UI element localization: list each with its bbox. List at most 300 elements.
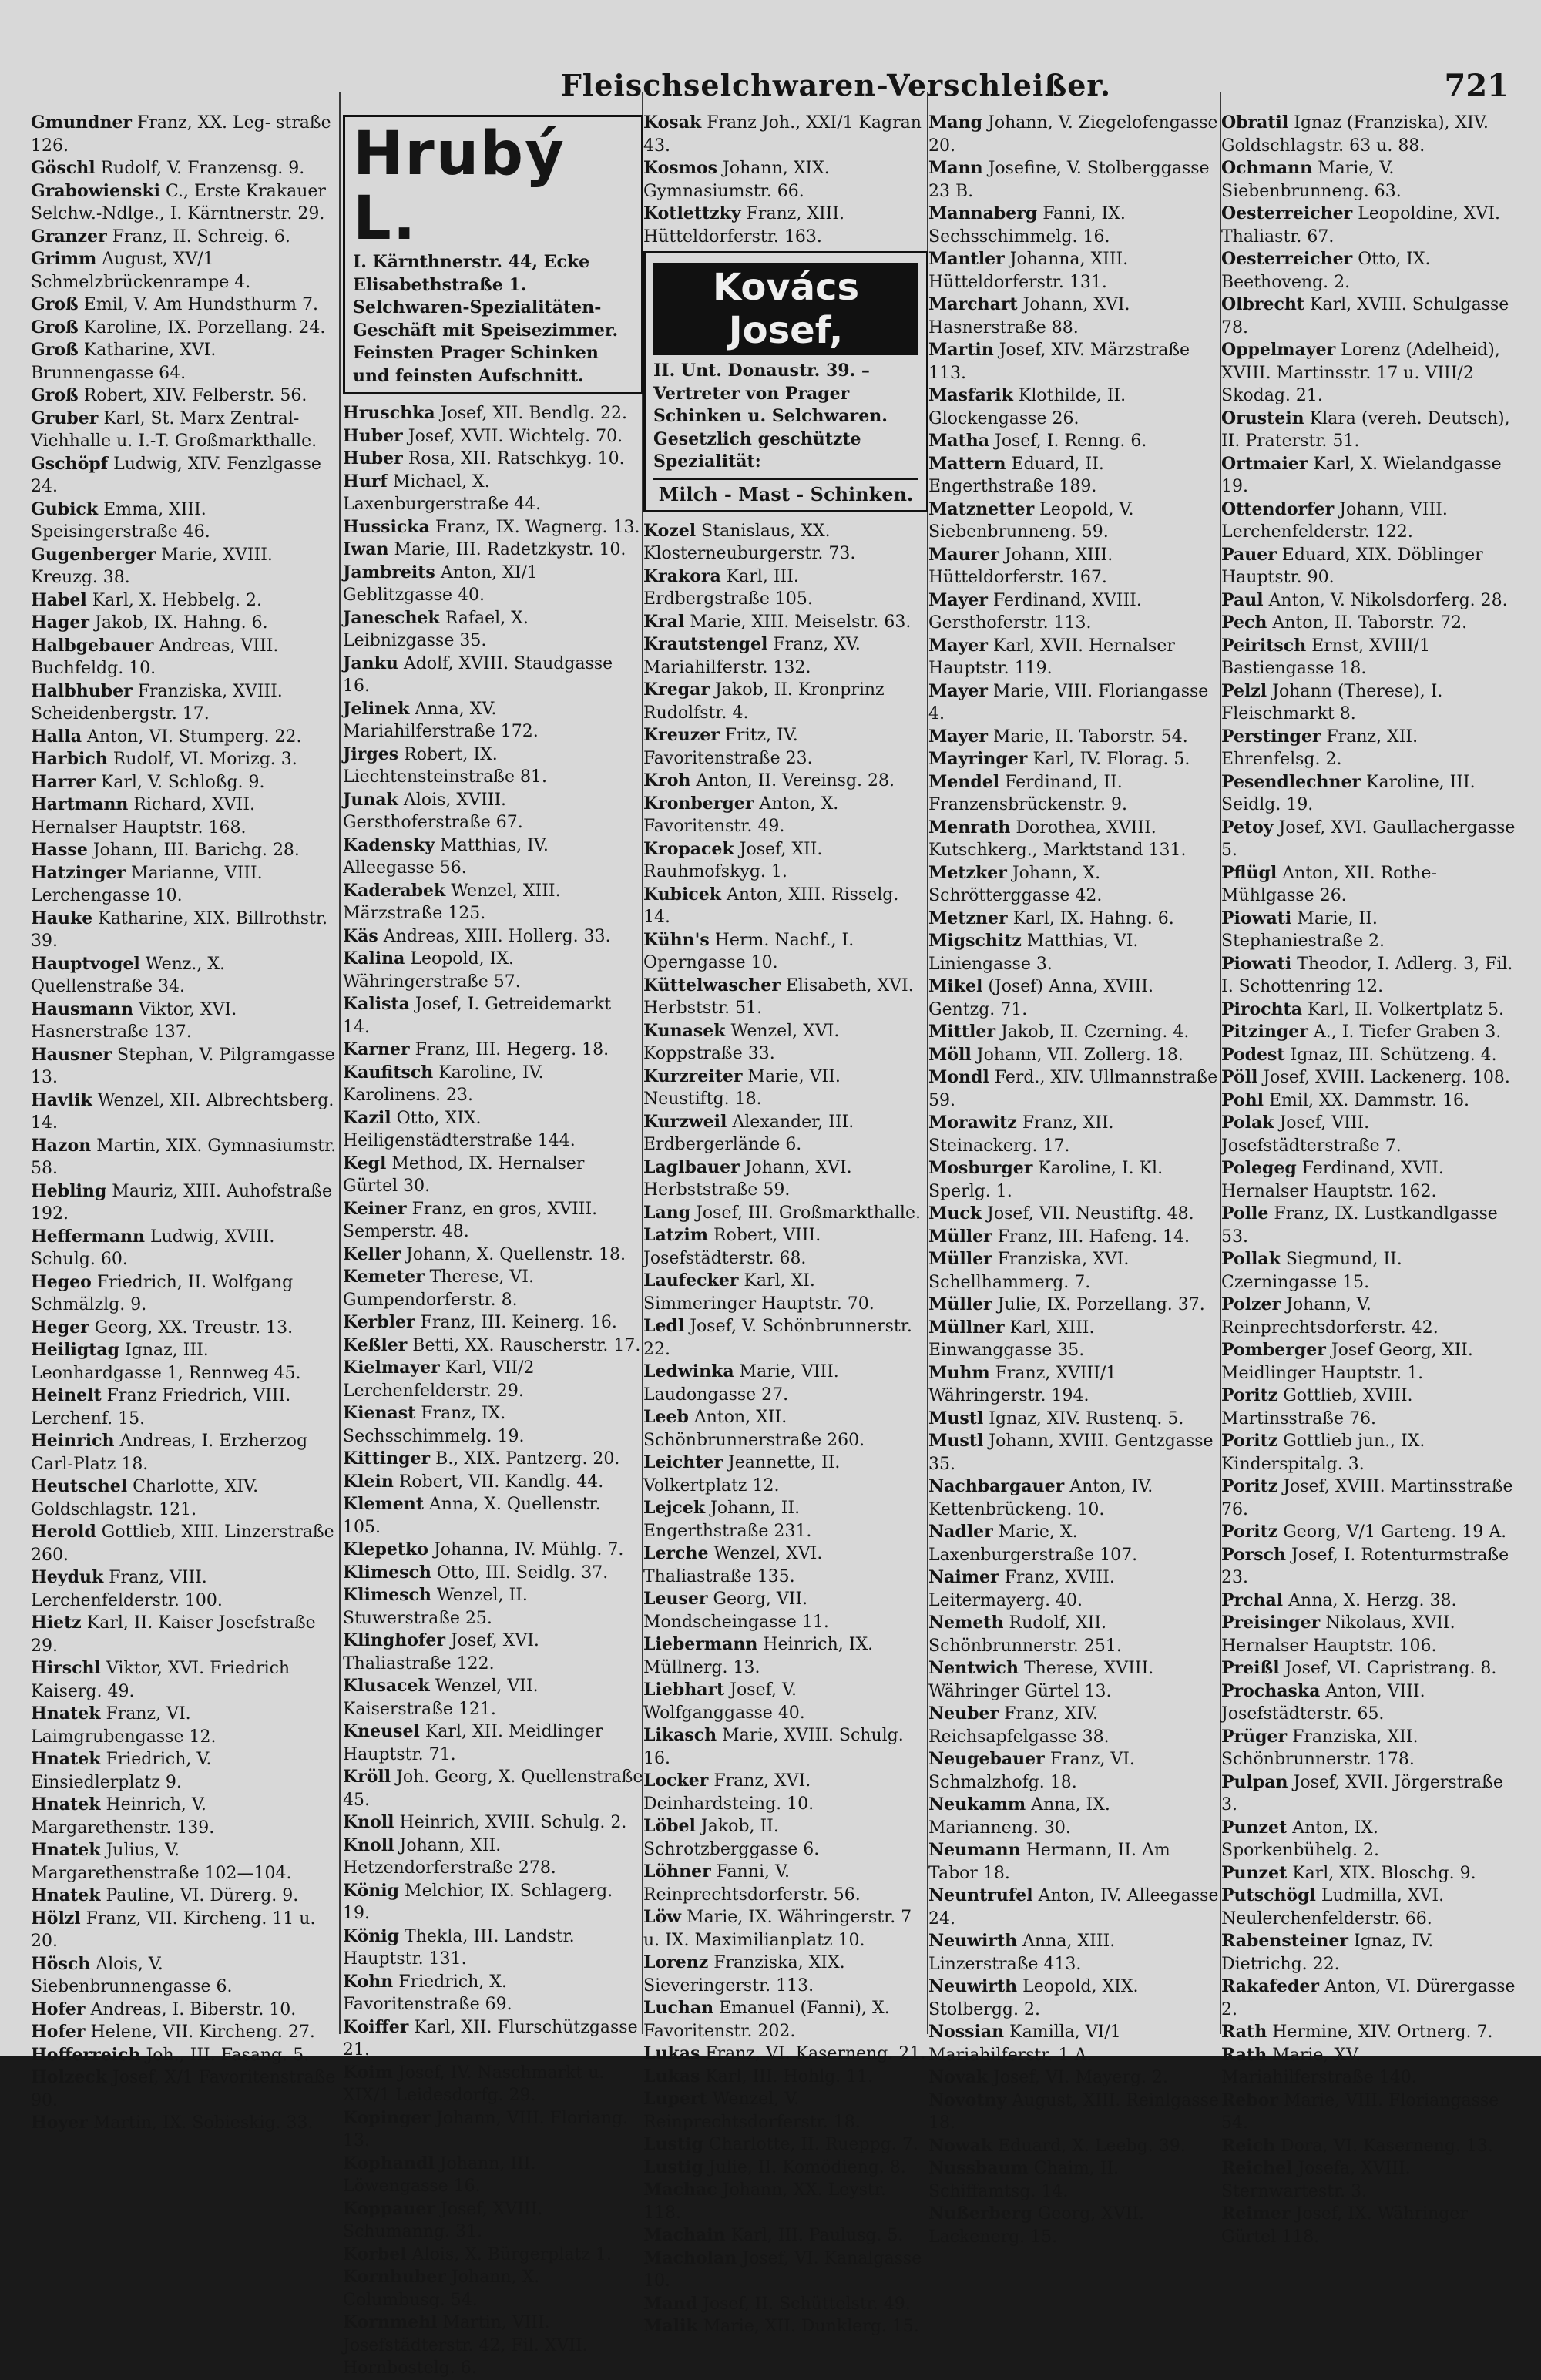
directory-entry xyxy=(1221,544,1518,589)
directory-entry xyxy=(643,520,928,566)
directory-entry xyxy=(928,2157,1221,2203)
entry-details: Anton, XII. Schönbrunnerstraße 260. xyxy=(643,1408,865,1450)
entry-name: Kornhuber xyxy=(343,2267,446,2287)
entry-name: Paul xyxy=(1221,589,1264,610)
entry-name: Nentwich xyxy=(928,1658,1019,1678)
entry-name: Matznetter xyxy=(928,498,1035,519)
entry-name: Halbgebauer xyxy=(31,635,154,656)
directory-entry xyxy=(31,589,339,613)
entry-details: Franz, IX. Sechsschimmelg. 19. xyxy=(343,1404,525,1446)
directory-entry xyxy=(643,1224,928,1270)
entry-name: Kittinger xyxy=(343,1448,431,1469)
directory-entry xyxy=(31,112,339,157)
entry-name: Lang xyxy=(643,1202,691,1223)
entry-details: Johann, XII. Hetzendorferstraße 278. xyxy=(343,1835,556,1878)
entry-details: Josefine, V. Stolberggasse 23 B. xyxy=(928,159,1210,201)
entry-details: Otto, IX. Beethoveng. 2. xyxy=(1221,250,1431,292)
entry-name: Kadensky xyxy=(343,834,435,855)
entry-name: Marchart xyxy=(928,294,1018,314)
entry-name: Kropacek xyxy=(643,838,734,859)
entry-details: Josef, XVI. Gaullachergasse 5. xyxy=(1221,817,1516,860)
entry-details: Andreas, I. Biberstr. 10. xyxy=(90,1999,297,2019)
entry-details: Josefa, XVIII. Sternwartestr. 3. xyxy=(1221,2159,1411,2201)
entry-details: Alois, X. Bürgerplatz 1. xyxy=(411,2244,612,2264)
entry-details: Stanislaus, XX. Klosterneuburgerstr. 73. xyxy=(643,521,856,563)
entry-details: Josef, VII. Neustiftg. 48. xyxy=(987,1204,1194,1224)
entry-name: Reimer xyxy=(1221,2204,1291,2224)
directory-entry xyxy=(31,1839,339,1885)
directory-entry xyxy=(928,1566,1221,1612)
entry-name: Leuser xyxy=(643,1589,708,1609)
directory-entry xyxy=(1221,1817,1518,1862)
directory-entry xyxy=(343,1334,643,1358)
directory-entry xyxy=(928,1362,1221,1408)
entry-details: Viktor, XVI. Hasnerstraße 137. xyxy=(31,999,237,1042)
directory-entry xyxy=(928,908,1221,931)
directory-entry xyxy=(343,2198,643,2244)
directory-entry xyxy=(1221,112,1518,157)
entry-details: Josef, XVII. Wichtelg. 70. xyxy=(408,426,623,446)
directory-entry xyxy=(1221,1021,1518,1044)
directory-entry xyxy=(643,975,928,1020)
directory-entry xyxy=(31,1748,339,1794)
entry-name: Naimer xyxy=(928,1567,999,1587)
entry-details: Gottlieb jun., IX. Kinderspitalg. 3. xyxy=(1221,1432,1425,1474)
directory-entry xyxy=(928,1930,1221,1976)
entry-details: Eduard, XIX. Döblinger Hauptstr. 90. xyxy=(1221,545,1483,587)
entry-details: Robert, IX. Liechtensteinstraße 81. xyxy=(343,744,547,787)
entry-name: Oesterreicher xyxy=(1221,249,1353,269)
entry-name: Kaufitsch xyxy=(343,1062,434,1083)
entry-details: Therese, XVIII. Währinger Gürtel 13. xyxy=(928,1659,1154,1701)
page-title: Fleischselchwaren-Verschleißer. xyxy=(560,68,1112,102)
directory-entry xyxy=(643,1679,928,1724)
entry-details: Johann, XVI. Hasnerstraße 88. xyxy=(928,295,1130,337)
entry-details: Anna, XIII. Linzerstraße 413. xyxy=(928,1932,1116,1974)
entry-name: Gubick xyxy=(31,498,99,519)
column-5 xyxy=(1221,112,1518,2247)
entry-name: Groß xyxy=(31,317,79,337)
entry-name: Lustig xyxy=(643,2134,703,2154)
entry-name: Mayer xyxy=(928,680,988,701)
directory-entry xyxy=(31,908,339,953)
entry-details: Marie, II. Stephaniestraße 2. xyxy=(1221,908,1385,951)
entry-details: Franz, III. Hegerg. 18. xyxy=(415,1040,609,1059)
directory-entry xyxy=(1221,1112,1518,1157)
entry-details: Fanni, IX. Sechsschimmelg. 16. xyxy=(928,204,1126,247)
directory-entry xyxy=(31,1794,339,1839)
directory-entry xyxy=(31,1657,339,1703)
directory-entry xyxy=(343,1925,643,1971)
directory-entry xyxy=(928,294,1221,339)
entry-details: Leopold, IX. Währingerstraße 57. xyxy=(343,949,521,992)
directory-entry xyxy=(643,1202,928,1225)
entry-details: Ignaz, III. Leonhardgasse 1, Rennweg 45. xyxy=(31,1341,301,1383)
entry-name: Lupert xyxy=(643,2089,707,2109)
directory-entry xyxy=(643,1997,928,2043)
entry-details: Rosa, XII. Ratschkyg. 10. xyxy=(408,449,625,468)
directory-entry xyxy=(643,1111,928,1156)
directory-entry xyxy=(928,1248,1221,1294)
entry-details: Johann, XVIII. Gentzgasse 35. xyxy=(928,1432,1214,1474)
entry-details: Anton, VI. Dürergasse 2. xyxy=(1221,1977,1516,2019)
entry-details: Josef, XVIII. Martinsstraße 76. xyxy=(1221,1477,1513,1519)
directory-entry xyxy=(643,1815,928,1861)
entry-name: Mayringer xyxy=(928,749,1028,769)
entry-name: Grabowienski xyxy=(31,180,160,201)
entry-details: Karl, V. Schloßg. 9. xyxy=(100,772,265,792)
entry-details: C., Erste Krakauer Selchw.-Ndlge., I. Kärntnerstr. 29. xyxy=(31,181,326,223)
entry-name: Laglbauer xyxy=(643,1156,740,1177)
entry-details: Anton, V. Nikolsdorferg. 28. xyxy=(1268,590,1508,610)
entry-details: Andreas, XIII. Hollerg. 33. xyxy=(383,926,611,946)
entry-details: Johann, VIII. Floriang. 13. xyxy=(343,2108,629,2150)
entry-details: Method, IX. Hernalser Gürtel 30. xyxy=(343,1153,585,1196)
entry-name: Granzer xyxy=(31,226,107,247)
directory-entry xyxy=(343,1244,643,1267)
entry-details: Franz, III. Keinerg. 16. xyxy=(420,1313,617,1332)
directory-entry xyxy=(928,817,1221,862)
directory-entry xyxy=(643,793,928,838)
entry-details: Richard, XVII. Hernalser Hauptstr. 168. xyxy=(31,795,256,838)
entry-name: Hnatek xyxy=(31,1749,101,1769)
entry-name: Hnatek xyxy=(31,1704,101,1724)
directory-entry xyxy=(643,1542,928,1588)
entry-name: Kroh xyxy=(643,770,691,791)
directory-entry xyxy=(31,1521,339,1566)
directory-entry xyxy=(1221,953,1518,999)
directory-entry xyxy=(928,1612,1221,1657)
ad-name: Hrubý L. xyxy=(353,119,566,253)
entry-details: Friedrich, V. Einsiedlerplatz 9. xyxy=(31,1750,212,1792)
directory-entry xyxy=(31,1953,339,1999)
entry-details: Karl, XII. Flurschützgasse 21. xyxy=(343,2017,638,2059)
entry-name: Kühn's xyxy=(643,929,710,950)
entry-details: Martin, IX. Sobieskig. 33. xyxy=(92,2113,314,2133)
entry-details: Robert, VIII. Josefstädterstr. 68. xyxy=(643,1226,821,1268)
directory-entry xyxy=(31,1999,339,2022)
entry-details: Franziska, XVIII. Scheidenbergstr. 17. xyxy=(31,681,283,723)
entry-name: Mann xyxy=(928,158,983,178)
entry-details: Johann, XIX. Gymnasiumstr. 66. xyxy=(643,159,830,201)
directory-entry xyxy=(643,1020,928,1066)
directory-entry xyxy=(31,794,339,839)
entry-name: Kaderabek xyxy=(343,880,446,901)
entry-name: Polegeg xyxy=(1221,1158,1297,1178)
directory-entry xyxy=(31,248,339,294)
entry-name: Koim xyxy=(343,2062,393,2083)
directory-entry xyxy=(643,2043,928,2066)
directory-entry xyxy=(343,1107,643,1153)
entry-details: Anton, VI. Stumperg. 22. xyxy=(87,727,302,747)
directory-entry xyxy=(343,948,643,993)
directory-entry xyxy=(928,453,1221,498)
entry-details: Marie, VII. Neustiftg. 18. xyxy=(643,1066,841,1109)
entry-name: Karner xyxy=(343,1039,410,1059)
entry-details: Johann, X. Quellenstr. 18. xyxy=(405,1244,626,1264)
entry-name: Kosak xyxy=(643,112,702,133)
entry-name: Kohn xyxy=(343,1971,394,1992)
entry-details: Anna, XV. Mariahilferstraße 172. xyxy=(343,699,539,741)
directory-entry xyxy=(1221,203,1518,248)
entry-name: Lukas xyxy=(643,2066,700,2086)
entry-name: Jambreits xyxy=(343,562,435,582)
entry-name: Lerche xyxy=(643,1543,709,1563)
directory-entry xyxy=(928,430,1221,453)
entry-details: Josef, XII. Bendlg. 22. xyxy=(440,404,627,423)
entry-details: Josef, IX. Währinger Gürtel 118. xyxy=(1221,2204,1468,2247)
directory-entry xyxy=(643,770,928,793)
entry-name: Nachbargauer xyxy=(928,1476,1065,1496)
directory-entry xyxy=(928,680,1221,726)
entry-details: Johann, XIII. Hütteldorferstr. 167. xyxy=(928,545,1113,587)
column-3 xyxy=(643,112,928,2336)
directory-entry xyxy=(928,726,1221,749)
directory-entry xyxy=(343,1539,643,1562)
directory-entry xyxy=(31,748,339,771)
entry-name: Klepetko xyxy=(343,1539,428,1559)
entry-name: Pohl xyxy=(1221,1089,1264,1110)
directory-entry xyxy=(343,834,643,880)
entry-details: Georg, XVII. Lackenerg. 15. xyxy=(928,2204,1145,2247)
directory-entry xyxy=(31,1385,339,1430)
directory-entry xyxy=(1221,157,1518,203)
directory-entry xyxy=(928,1657,1221,1703)
directory-entry xyxy=(343,993,643,1039)
entry-details: Siegmund, II. Czerningasse 15. xyxy=(1221,1250,1402,1292)
entry-details: Anton, VIII. Josefstädterstr. 65. xyxy=(1221,1681,1425,1724)
entry-details: Josef, XII. Rauhmofskyg. 1. xyxy=(643,839,823,881)
entry-name: Mand xyxy=(643,2293,697,2314)
entry-name: Mondl xyxy=(928,1067,989,1087)
column-1 xyxy=(31,112,339,2133)
entry-name: Ottendorfer xyxy=(1221,498,1335,519)
directory-entry xyxy=(343,448,643,471)
directory-entry xyxy=(928,1226,1221,1249)
entry-name: Heyduk xyxy=(31,1567,104,1587)
directory-entry xyxy=(31,1089,339,1135)
entry-name: Müller xyxy=(928,1249,992,1269)
directory-entry xyxy=(31,726,339,749)
directory-entry xyxy=(343,1266,643,1311)
directory-entry xyxy=(1221,248,1518,294)
entry-name: Mendel xyxy=(928,771,1000,792)
entry-details: Josef, I. Renng. 6. xyxy=(995,431,1147,451)
entry-name: Kotlettzky xyxy=(643,203,741,223)
directory-entry xyxy=(343,1630,643,1675)
entry-name: Kienast xyxy=(343,1403,416,1423)
entry-name: Mayer xyxy=(928,635,988,656)
advertisement-hruby xyxy=(343,115,643,394)
entry-name: Olbrecht xyxy=(1221,294,1305,314)
entry-name: Hager xyxy=(31,613,90,633)
ad-slogan: Milch - Mast - Schinken. xyxy=(653,478,918,505)
directory-entry xyxy=(928,1839,1221,1885)
entry-details: Marie, III. Radetzkystr. 10. xyxy=(394,540,626,559)
entry-name: Kreuzer xyxy=(643,725,720,745)
directory-entry xyxy=(643,203,928,248)
entry-details: Karl, XIII. Einwanggasse 35. xyxy=(928,1318,1095,1360)
directory-entry xyxy=(31,999,339,1044)
entry-name: Punzet xyxy=(1221,1862,1288,1883)
entry-name: Pirochta xyxy=(1221,999,1302,1019)
entry-name: Rakafeder xyxy=(1221,1976,1319,1996)
entry-details: Franziska, XIX. Sieveringerstr. 113. xyxy=(643,1953,845,1996)
directory-entry xyxy=(1221,1339,1518,1385)
entry-name: Kröll xyxy=(343,1767,391,1787)
directory-entry xyxy=(1221,612,1518,635)
entry-name: Hofer xyxy=(31,2022,86,2042)
entry-name: Hofer xyxy=(31,1999,86,2019)
entry-details: Marie, IX. Währingerstr. 7 u. IX. Maximilianplatz 10. xyxy=(643,1908,912,1950)
entry-name: Novotny xyxy=(928,2090,1007,2110)
entry-details: Johann, XX. Leystr. 118. xyxy=(643,2180,886,2223)
entry-name: Hietz xyxy=(31,1613,82,1633)
entry-name: Kornmehl xyxy=(343,2312,438,2332)
entry-name: Hölzl xyxy=(31,1908,81,1929)
directory-entry xyxy=(1221,1544,1518,1589)
directory-entry xyxy=(1221,2203,1518,2248)
entry-name: Neugebauer xyxy=(928,1749,1045,1769)
entry-details: Anton, II. Taborstr. 72. xyxy=(1272,613,1468,633)
entry-details: Joh. Georg, X. Quellenstraße 45. xyxy=(343,1767,643,1810)
entry-details: Franz, VI. Laimgrubengasse 12. xyxy=(31,1704,217,1747)
directory-entry xyxy=(343,2107,643,2153)
entry-name: Janeschek xyxy=(343,607,440,628)
directory-entry xyxy=(31,1226,339,1271)
entry-name: Hoyer xyxy=(31,2113,88,2133)
entry-name: Poritz xyxy=(1221,1522,1278,1542)
entry-name: Groß xyxy=(31,340,79,360)
entry-details: Ferd., XIV. Ullmannstraße 59. xyxy=(928,1068,1218,1110)
entry-details: Marie, X. Laxenburgerstraße 107. xyxy=(928,1522,1138,1565)
directory-entry xyxy=(643,1452,928,1497)
entry-name: Perstinger xyxy=(1221,726,1321,747)
directory-entry xyxy=(928,339,1221,384)
entry-name: Ochmann xyxy=(1221,158,1313,178)
entry-details: Julie, IX. Porzellang. 37. xyxy=(997,1295,1205,1314)
entry-name: Havlik xyxy=(31,1089,92,1110)
entry-name: Likasch xyxy=(643,1725,717,1745)
entry-details: Franz, VIII. Lerchenfelderstr. 100. xyxy=(31,1568,223,1610)
entry-details: Marie, XII. Dunklerg. 15. xyxy=(703,2317,919,2336)
entry-name: Pitzinger xyxy=(1221,1022,1308,1042)
directory-entry xyxy=(343,1880,643,1925)
entry-details: Josef, VIII. Josefstädterstraße 7. xyxy=(1221,1113,1402,1156)
entry-name: Neuwirth xyxy=(928,1931,1018,1951)
entry-details: Mauriz, XIII. Auhofstraße 192. xyxy=(31,1181,333,1224)
entry-name: Klusacek xyxy=(343,1676,430,1696)
entry-name: Pflügl xyxy=(1221,862,1277,883)
directory-entry xyxy=(1221,1612,1518,1657)
entry-details: Anton, X. Favoritenstr. 49. xyxy=(643,794,839,836)
directory-entry xyxy=(343,698,643,744)
directory-entry xyxy=(343,1562,643,1585)
entry-name: Lejcek xyxy=(643,1498,706,1518)
entry-details: Johann, V. Reinprechtsdorferstr. 42. xyxy=(1221,1295,1439,1338)
directory-entry xyxy=(643,112,928,157)
entry-name: Hruschka xyxy=(343,403,435,423)
entry-name: Polzer xyxy=(1221,1294,1281,1314)
directory-entry xyxy=(1221,635,1518,680)
entry-details: Franz, XVIII/1 Währingerstr. 194. xyxy=(928,1363,1117,1405)
directory-entry xyxy=(1221,771,1518,817)
directory-entry xyxy=(343,1766,643,1811)
entry-name: Pollak xyxy=(1221,1249,1281,1269)
entry-details: Eduard, II. Engerthstraße 189. xyxy=(928,454,1104,496)
entry-name: Hauptvogel xyxy=(31,953,140,974)
directory-entry xyxy=(31,294,339,317)
entry-name: Kegl xyxy=(343,1153,387,1173)
entry-details: Ludmilla, XVI. Neulerchenfelderstr. 66. xyxy=(1221,1886,1445,1929)
entry-details: Josef, VI. Mayerg. 2. xyxy=(993,2068,1169,2087)
entry-name: Keller xyxy=(343,1244,401,1264)
entry-details: Franz Friedrich, VIII. Lerchenf. 15. xyxy=(31,1386,291,1428)
entry-details: Karl, III. Erdbergstraße 105. xyxy=(643,566,813,609)
directory-entry xyxy=(31,317,339,340)
entry-name: Hazon xyxy=(31,1135,92,1156)
entry-name: Oppelmayer xyxy=(1221,340,1336,360)
ad-text: I. Kärnthnerstr. 44, Ecke Elisabethstraße 1. Selchwaren-Spezialitäten-Geschäft mit Speisezimmer. Feinsten Prager Schinken und feinsten Aufschnitt. xyxy=(353,252,619,386)
entry-name: Hauke xyxy=(31,908,93,928)
directory-entry xyxy=(31,1044,339,1089)
entry-details: Georg, VII. Mondscheingasse 11. xyxy=(643,1589,829,1632)
entry-name: Ledl xyxy=(643,1316,685,1336)
entry-details: Heinrich, XVIII. Schulg. 2. xyxy=(399,1813,627,1832)
directory-entry xyxy=(343,402,643,425)
directory-entry xyxy=(1221,1680,1518,1726)
entry-name: Kregar xyxy=(643,680,710,700)
entry-name: Mannaberg xyxy=(928,203,1038,223)
entry-details: Anton, IV. Alleegasse 24. xyxy=(928,1886,1219,1929)
entry-name: Korbel xyxy=(343,2244,407,2264)
directory-entry xyxy=(31,2021,339,2044)
entry-name: Kophandl xyxy=(343,2153,435,2174)
entry-name: Jelinek xyxy=(343,698,410,719)
entry-name: Junak xyxy=(343,789,398,810)
entry-name: Matha xyxy=(928,431,990,451)
entry-details: Johann, II. Engerthstraße 231. xyxy=(643,1499,812,1541)
entry-name: Kalina xyxy=(343,948,405,968)
directory-entry xyxy=(1221,1044,1518,1067)
entry-details: Karl, X. Wielandgasse 19. xyxy=(1221,454,1502,496)
directory-entry xyxy=(928,1408,1221,1431)
entry-details: Franz, en gros, XVIII. Semperstr. 48. xyxy=(343,1199,598,1241)
entry-name: Hösch xyxy=(31,1953,91,1974)
entry-details: Heinrich, IX. Müllnerg. 13. xyxy=(643,1635,874,1677)
entry-name: Migschitz xyxy=(928,931,1022,951)
entry-details: Marie, XVIII. Schulg. 16. xyxy=(643,1726,904,1768)
entry-name: Morawitz xyxy=(928,1113,1017,1133)
entry-details: Johann, XVI. Herbststraße 59. xyxy=(643,1157,852,1200)
directory-entry xyxy=(31,453,339,498)
entry-name: Kozel xyxy=(643,520,697,541)
entry-name: Rath xyxy=(1221,2044,1267,2065)
entry-details: Franz, XX. Leg- xyxy=(137,113,271,133)
entry-name: Nossian xyxy=(928,2022,1005,2042)
entry-name: Prchal xyxy=(1221,1589,1284,1610)
entry-details: Johann, X. Columbusg. 54. xyxy=(343,2268,540,2310)
entry-details: Ferdinand, II. Franzensbrückenstr. 9. xyxy=(928,772,1127,814)
entry-name: Oesterreicher xyxy=(1221,203,1353,223)
directory-entry xyxy=(928,1157,1221,1203)
directory-entry xyxy=(928,930,1221,975)
entry-details: Hermann, II. Am Tabor 18. xyxy=(928,1841,1170,1883)
entry-name: Pesendlechner xyxy=(1221,771,1361,792)
directory-entry xyxy=(31,680,339,726)
directory-entry xyxy=(343,2153,643,2198)
entry-details: Wenzel, XII. Albrechtsberg. 14. xyxy=(31,1090,334,1133)
